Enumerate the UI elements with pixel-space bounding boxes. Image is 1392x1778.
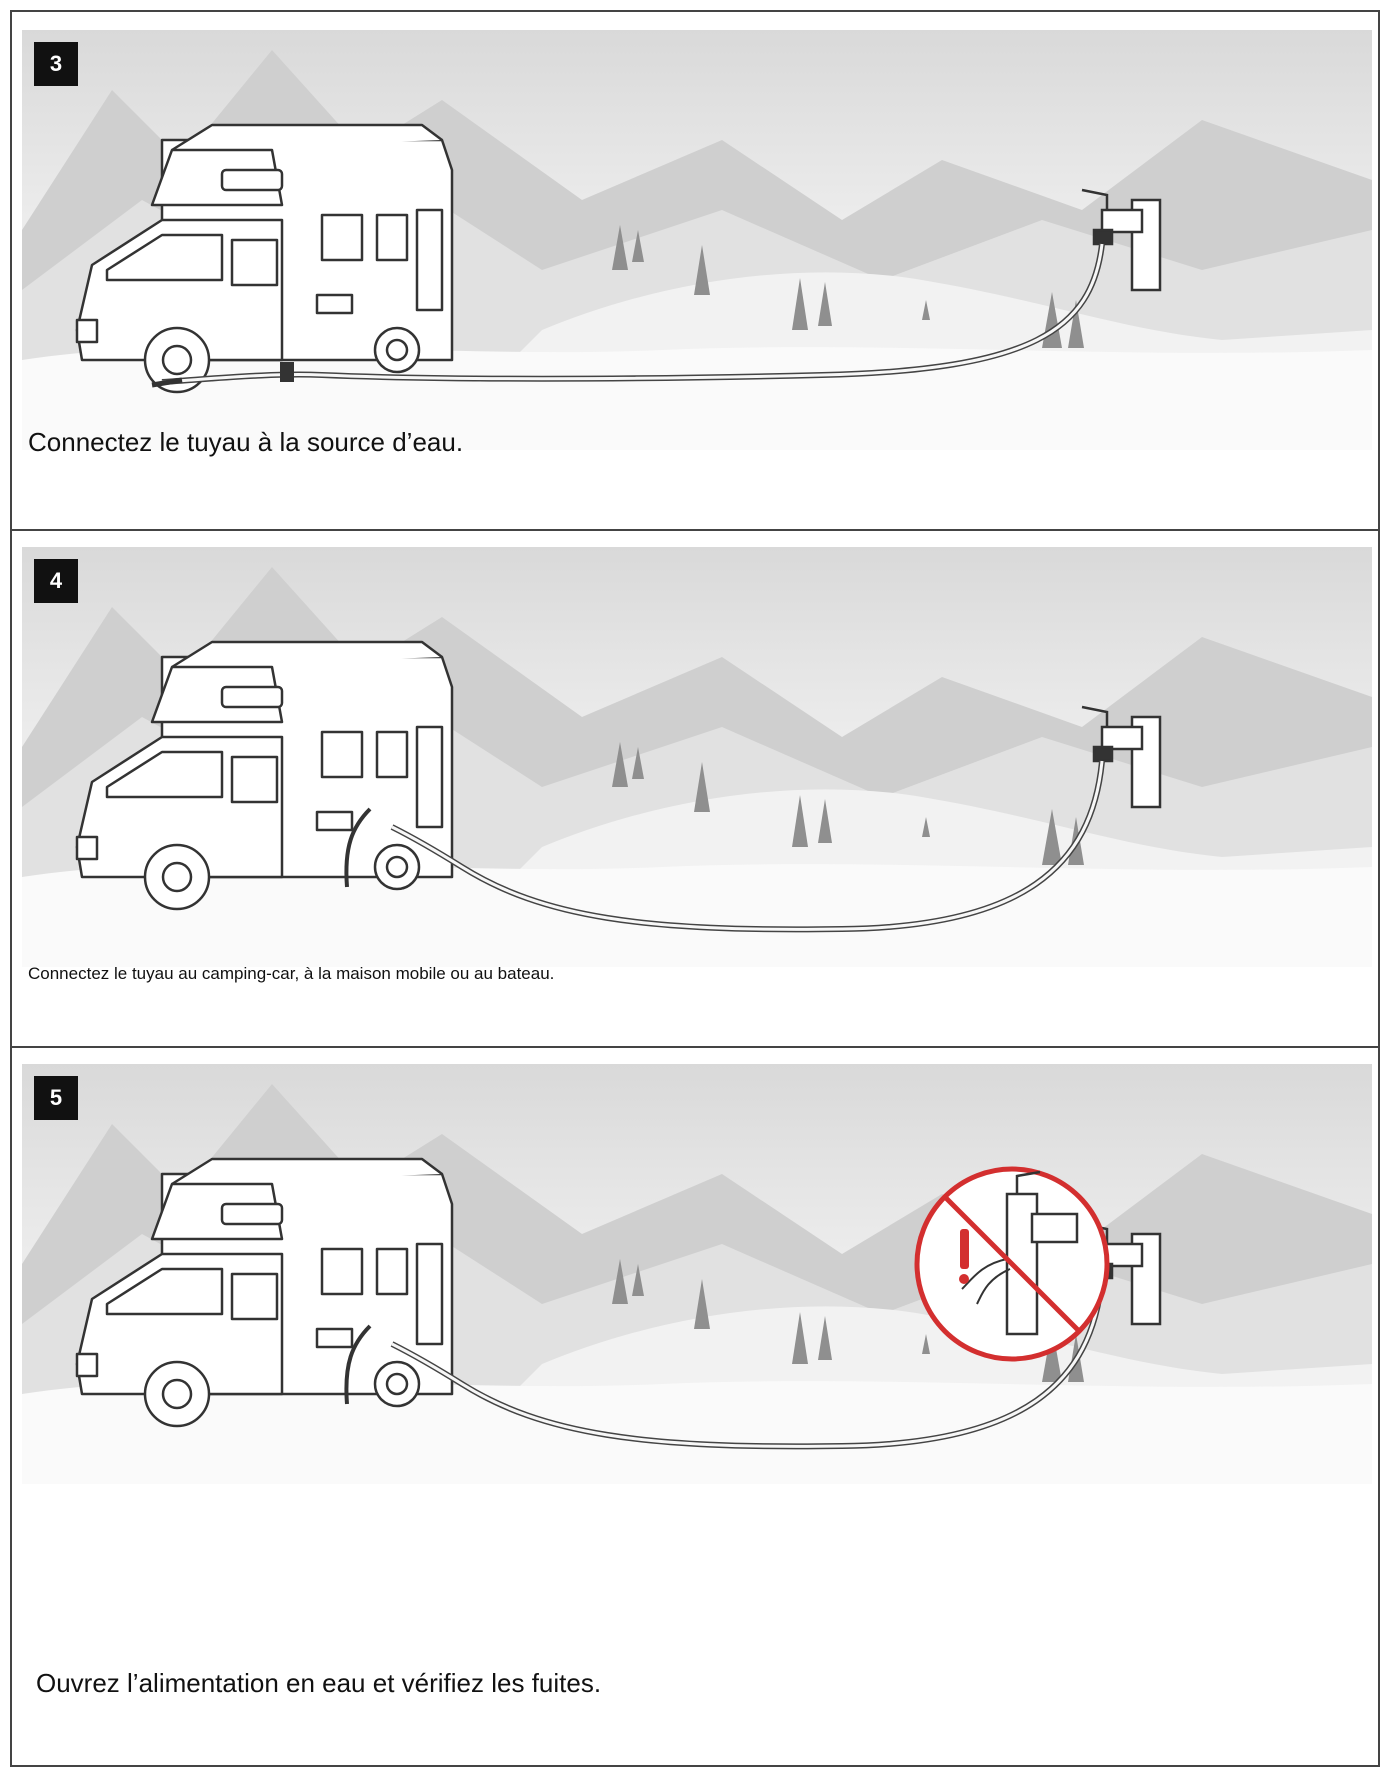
- step-3-illustration: [22, 30, 1372, 450]
- no-leak-warning-icon: [917, 1169, 1107, 1359]
- step-caption: Connectez le tuyau au camping-car, à la maison mobile ou au bateau.: [28, 964, 555, 983]
- step-4-illustration: [22, 547, 1372, 967]
- step-panel-5: [12, 1048, 1380, 1767]
- step-number-badge: 4: [34, 559, 78, 603]
- step-caption: Connectez le tuyau à la source d’eau.: [28, 427, 464, 457]
- step-number-badge: 5: [34, 1076, 78, 1120]
- step-caption: Ouvrez l’alimentation en eau et vérifiez les fuites.: [36, 1668, 602, 1698]
- step-panel-4: [12, 531, 1380, 1048]
- step-panel-3: [12, 12, 1380, 531]
- step-number-badge: 3: [34, 42, 78, 86]
- step-5-illustration: [22, 1064, 1372, 1484]
